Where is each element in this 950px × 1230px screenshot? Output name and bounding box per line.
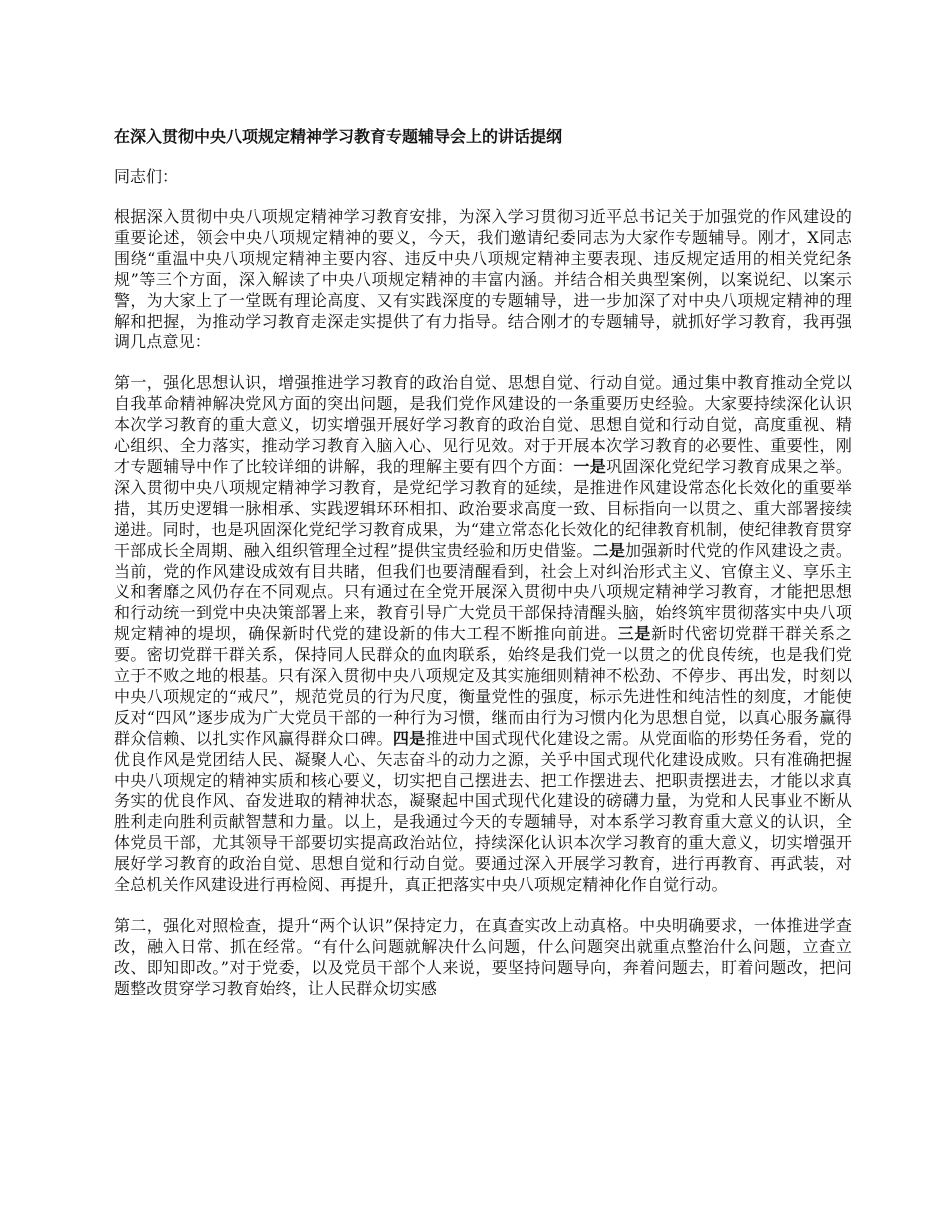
point-marker-two: 二是 xyxy=(592,540,626,560)
point-text-two: 加强新时代党的作风建设之责。当前，党的作风建设成效有目共睹，但我们也要清醒看到，社会上对纠治形式主义、官僚主义、享乐主义和奢靡之风仍存在不同观点。只有通过在全党开展深入贯彻中央八项规定精神学习教育，才能把思想和行动统一到党中央决策部署上来，教育引导广大党员干部保持清醒头脑，始终筑牢贯彻落实中央八项规定精神的堤坝，确保新时代党的建设新的伟大工程不断推向前进。 xyxy=(114,540,852,644)
point-text-one: 巩固深化党纪学习教育成果之举。深入贯彻中央八项规定精神学习教育，是党纪学习教育的延续，是推进作风建设常态化长效化的重要举措，其历史逻辑一脉相承、实践逻辑环环相扣、政治要求高度一致、目标指向一以贯之、重大部署接续递进。同时，也是巩固深化党纪学习教育成果，为“建立常态化长效化的纪律教育机制，使纪律教育贯穿干部成长全周期、融入组织管理全过程”提供宝贵经验和历史借鉴。 xyxy=(114,456,852,560)
intro-paragraph: 根据深入贯彻中央八项规定精神学习教育安排，为深入学习贯彻习近平总书记关于加强党的作风建设的重要论述，领会中央八项规定精神的要义，今天，我们邀请纪委同志为大家作专题辅导。刚才，X同志围绕“重温中央八项规定精神主要内容、违反中央八项规定精神主要表现、违反规定适用的相关党纪条规”等三个方面，深入解读了中央八项规定精神的丰富内涵。并结合相关典型案例，以案说纪、以案示警，为大家上了一堂既有理论高度、又有实践深度的专题辅导，进一步加深了对中央八项规定精神的理解和把握，为推动学习教育走深走实提供了有力指导。结合刚才的专题辅导，就抓好学习教育，我再强调几点意见： xyxy=(114,207,852,352)
point-marker-one: 一是 xyxy=(573,456,607,476)
greeting: 同志们： xyxy=(114,167,179,186)
point-marker-three: 三是 xyxy=(617,624,652,644)
section-two-paragraph: 第二，强化对照检查，提升“两个认识”保持定力，在真查实改上动真格。中央明确要求，一体推进学查改，融入日常、抓在经常。“有什么问题就解决什么问题，什么问题突出就重点整治什么问题，立查立改、即知即改。”对于党委，以及党员干部个人来说，要坚持问题导向，奔着问题去，盯着问题改，把问题整改贯穿学习教育始终，让人民群众切实感 xyxy=(114,916,852,998)
point-text-three: 新时代密切党群干群关系之要。密切党群干群关系，保持同人民群众的血肉联系，始终是我们党一以贯之的优良传统，也是我们党立于不败之地的根基。只有深入贯彻中央八项规定及其实施细则精神不松劲、不停步、再出发，时刻以中央八项规定的“戒尺”，规范党员的行为尺度，衡量党性的强度，标示先进性和纯洁性的刻度，才能使反对“四风”逐步成为广大党员干部的一种行为习惯，继而由行为习惯内化为思想自觉，以真心服务赢得群众信赖、以扎实作风赢得群众口碑。 xyxy=(114,624,852,748)
document-title: 在深入贯彻中央八项规定精神学习教育专题辅导会上的讲话提纲 xyxy=(114,127,563,146)
point-marker-four: 四是 xyxy=(392,728,426,748)
section-one-lead: 第一，强化思想认识，增强推进学习教育的政治自觉、思想自觉、行动自觉。通过集中教育推动全党以自我革命精神解决党风方面的突出问题，是我们党作风建设的一条重要历史经验。大家要持续深化认识本次学习教育的重大意义，切实增强开展好学习教育的政治自觉、思想自觉和行动自觉，高度重视、精心组织、全力落实，推动学习教育入脑入心、见行见效。对于开展本次学习教育的必要性、重要性，刚才专题辅导中作了比较详细的讲解，我的理解主要有四个方面： xyxy=(114,373,852,476)
document-page xyxy=(114,126,852,1020)
section-one-paragraph xyxy=(114,373,852,896)
point-text-four: 推进中国式现代化建设之需。从党面临的形势任务看，党的优良作风是党团结人民、凝聚人心、矢志奋斗的动力之源，关乎中国式现代化建设成败。只有准确把握中央八项规定的精神实质和核心要义，切实把自己摆进去、把工作摆进去、把职责摆进去，才能以求真务实的优良作风、奋发进取的精神状态，凝聚起中国式现代化建设的磅礴力量，为党和人民事业不断从胜利走向胜利贡献智慧和力量。以上，是我通过今天的专题辅导，对本系学习教育重大意义的认识，全体党员干部，尤其领导干部要切实提高政治站位，持续深化认识本次学习教育的重大意义，切实增强开展好学习教育的政治自觉、思想自觉和行动自觉。要通过深入开展学习教育，进行再教育、再武装，对全总机关作风建设进行再检阅、再提升，真正把落实中央八项规定精神化作自觉行动。 xyxy=(114,728,852,895)
